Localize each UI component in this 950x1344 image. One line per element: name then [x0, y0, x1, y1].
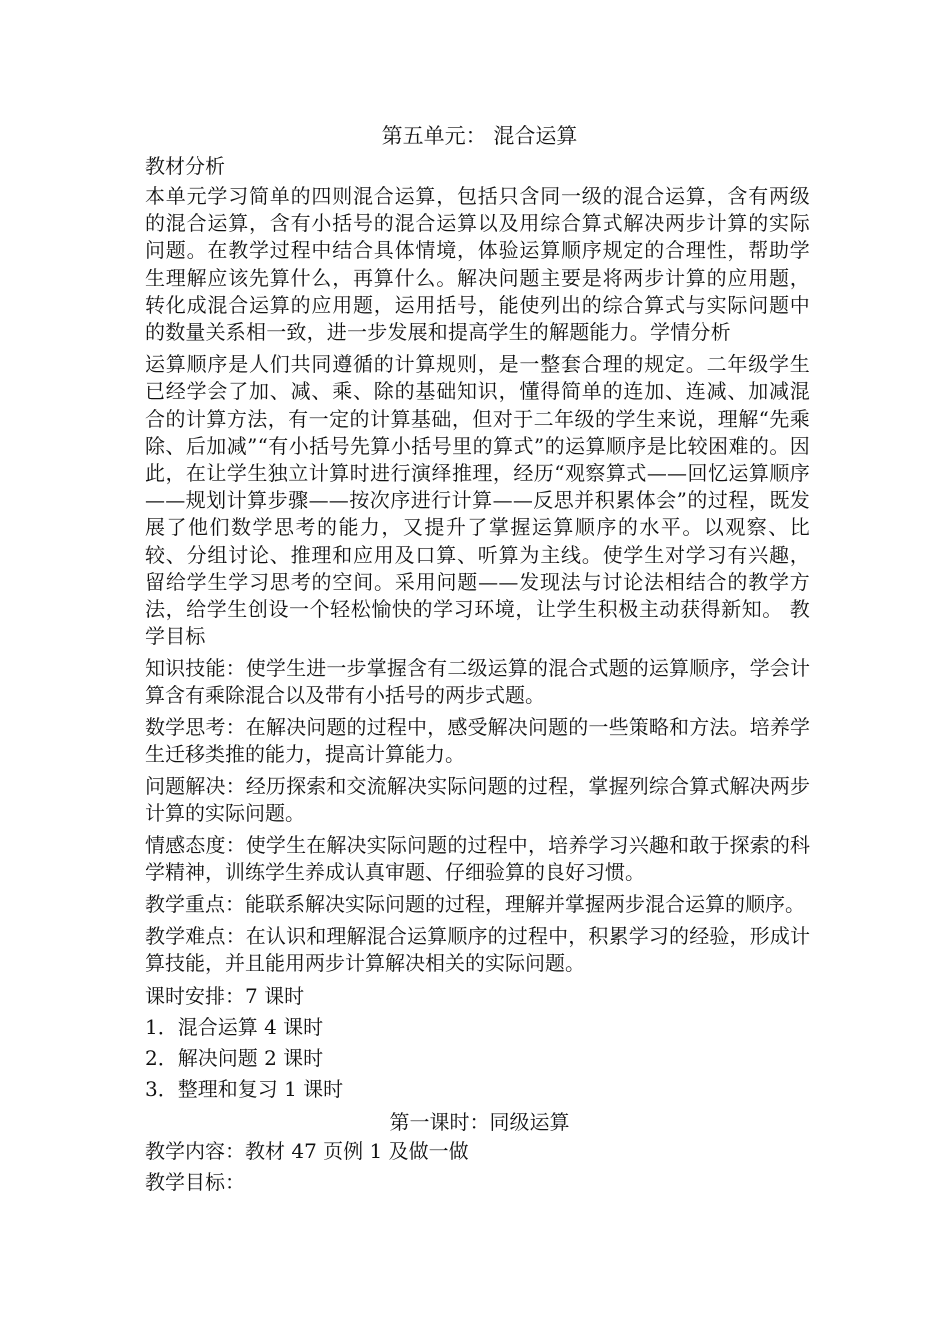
schedule-item: 2．解决问题 2 课时 [145, 1046, 324, 1071]
lesson-title: 第一课时：同级运算 [389, 1110, 570, 1135]
goal-attitude: 情感态度：使学生在解决实际问题的过程中，培养学习兴趣和敢于探索的科学精神，训练学生养成认真审题、仔细验算的良好习惯。 [145, 833, 810, 885]
goal-problem-solving: 问题解决：经历探索和交流解决实际问题的过程，掌握列综合算式解决两步计算的实际问题。 [145, 774, 810, 826]
paragraph-learning-analysis: 运算顺序是人们共同遵循的计算规则，是一整套合理的规定。二年级学生已经学会了加、减、乘、除的基础知识，懂得简单的连加、连减、加减混合的计算方法，有一定的计算基础，但对于二年级的学生来说，理解“先乘除、后加减”“有小括号先算小括号里的算式”的运算顺序是比较困难的。因此，在让学生独立计算时进行演绎推理，经历“观察算式——回忆运算顺序——规划计算步骤——按次序进行计算——反思并积累体会”的过程，既发展了他们数学思考的能力，又提升了掌握运算顺序的水平。以观察、比较、分组讨论、推理和应用及口算、听算为主线。使学生对学习有兴趣，留给学生学习思考的空间。采用问题——发现法与讨论法相结合的教学方法，给学生创设一个轻松愉快的学习环境，让学生积极主动获得新知。 教学目标 [145, 352, 810, 649]
goal-knowledge-skills: 知识技能：使学生进一步掌握含有二级运算的混合式题的运算顺序，学会计算含有乘除混合以及带有小括号的两步式题。 [145, 656, 810, 708]
teaching-difficult-point: 教学难点：在认识和理解混合运算顺序的过程中，积累学习的经验，形成计算技能，并且能用两步计算解决相关的实际问题。 [145, 924, 810, 976]
document-page [145, 120, 810, 1196]
schedule-item: 3．整理和复习 1 课时 [145, 1077, 344, 1102]
paragraph-textbook-analysis: 本单元学习简单的四则混合运算，包括只含同一级的混合运算，含有两级的混合运算，含有小括号的混合运算以及用综合算式解决两步计算的实际问题。在教学过程中结合具体情境，体验运算顺序规定的合理性，帮助学生理解应该先算什么，再算什么。解决问题主要是将两步计算的应用题，转化成混合运算的应用题，运用括号，能使列出的综合算式与实际问题中的数量关系相一致，进一步发展和提高学生的解题能力。学情分析 [145, 184, 810, 345]
schedule-item: 1．混合运算 4 课时 [145, 1015, 324, 1040]
document-title: 第五单元： 混合运算 [381, 124, 578, 148]
section-heading-analysis: 教材分析 [145, 154, 225, 178]
schedule-heading: 课时安排：7 课时 [145, 984, 305, 1009]
lesson-content: 教学内容：教材 47 页例 1 及做一做 [145, 1139, 469, 1164]
lesson-goal-heading: 教学目标： [145, 1170, 245, 1195]
teaching-key-point: 教学重点：能联系解决实际问题的过程，理解并掌握两步混合运算的顺序。 [145, 892, 805, 917]
goal-math-thinking: 数学思考：在解决问题的过程中，感受解决问题的一些策略和方法。培养学生迁移类推的能力，提高计算能力。 [145, 715, 810, 767]
